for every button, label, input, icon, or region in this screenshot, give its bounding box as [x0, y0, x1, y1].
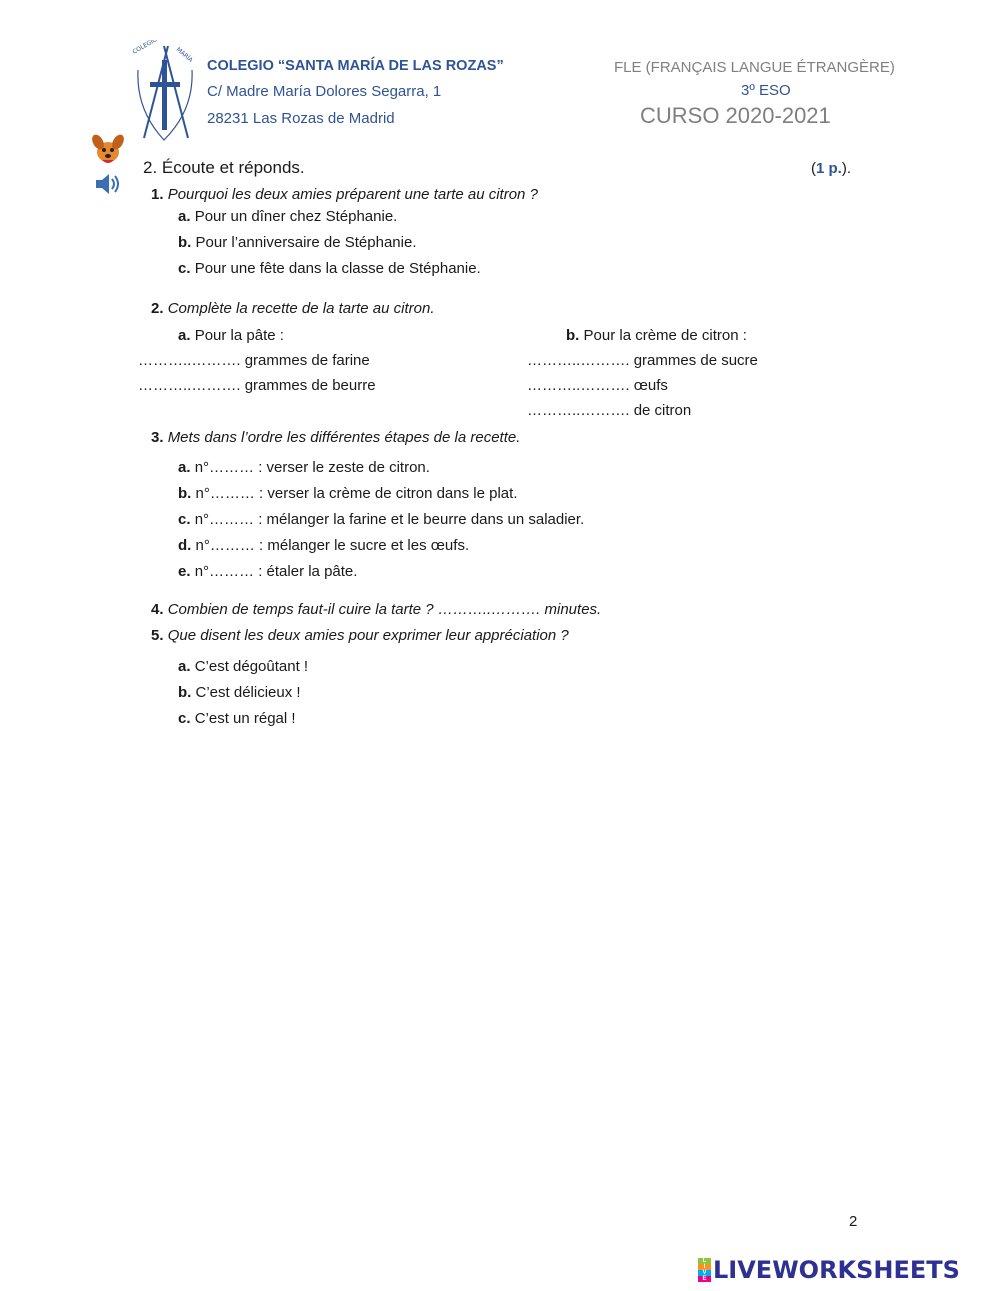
- q3-step-c-blank[interactable]: n°………: [194, 511, 255, 528]
- question-1: [151, 186, 538, 203]
- q3-step-c-letter: c.: [178, 511, 191, 528]
- q2-a-blank-2[interactable]: ………..……….: [138, 377, 241, 394]
- question-3-text: Mets dans l’ordre les différentes étapes de la recette.: [167, 429, 521, 446]
- exercise-title: [143, 158, 305, 178]
- q2-col-b-text: Pour la crème de citron :: [583, 327, 747, 344]
- q2-col-a-letter: a.: [178, 327, 191, 344]
- question-2: [151, 300, 435, 317]
- q2-a-item-2: grammes de beurre: [244, 377, 376, 394]
- q3-step-d-letter: d.: [178, 537, 192, 554]
- liveworksheets-logo[interactable]: [698, 1255, 960, 1285]
- q5-option-c[interactable]: [178, 710, 296, 727]
- q2-col-b-letter: b.: [566, 327, 580, 344]
- points-open: (: [811, 160, 816, 177]
- q2-b-blank-3[interactable]: ………..……….: [527, 402, 630, 419]
- q5-option-a-letter: a.: [178, 658, 191, 675]
- level-label: 3º ESO: [741, 82, 791, 99]
- badge-letter-e: E: [698, 1276, 711, 1282]
- q3-step-d-text: : mélanger le sucre et les œufs.: [259, 537, 470, 554]
- q1-option-c[interactable]: [178, 260, 481, 277]
- q4-blank[interactable]: ………..……….: [437, 601, 541, 618]
- question-4-text: Combien de temps faut-il cuire la tarte ?: [167, 601, 434, 618]
- q3-step-a-blank[interactable]: n°………: [194, 459, 255, 476]
- q3-step-e-blank[interactable]: n°………: [194, 563, 255, 580]
- svg-text:MARÍA: MARÍA: [174, 46, 195, 64]
- badge-letter-v: V: [698, 1270, 711, 1276]
- q3-step-e-text: : étaler la pâte.: [258, 563, 358, 580]
- school-address-line1: C/ Madre María Dolores Segarra, 1: [207, 83, 442, 100]
- exercise-points: [811, 160, 851, 177]
- q2-b-item-3: de citron: [633, 402, 692, 419]
- q5-option-b-text: C’est délicieux !: [195, 684, 301, 701]
- q3-step-b-text: : verser la crème de citron dans le plat.: [259, 485, 518, 502]
- dog-icon: [88, 128, 128, 168]
- q5-option-b[interactable]: [178, 684, 301, 701]
- q2-col-b-title: [566, 327, 747, 344]
- q2-col-a-title: [178, 327, 284, 344]
- q3-step-b-blank[interactable]: n°………: [195, 485, 255, 502]
- q3-step-b: [178, 485, 517, 502]
- q1-option-b-text: Pour l’anniversaire de Stéphanie.: [195, 234, 417, 251]
- q3-step-c-text: : mélanger la farine et le beurre dans un saladier.: [258, 511, 585, 528]
- question-3: [151, 429, 520, 446]
- question-1-number: 1.: [151, 186, 164, 203]
- q2-b-item-1: grammes de sucre: [633, 352, 758, 369]
- svg-text:COLEGIO: COLEGIO: [131, 40, 159, 56]
- q5-option-a[interactable]: [178, 658, 308, 675]
- points-value: 1 p.: [816, 160, 842, 177]
- q3-step-a-letter: a.: [178, 459, 191, 476]
- question-4: [151, 601, 601, 618]
- school-address-line2: 28231 Las Rozas de Madrid: [207, 110, 395, 127]
- q2-b-blank-2[interactable]: ………..……….: [527, 377, 630, 394]
- school-name: COLEGIO “SANTA MARÍA DE LAS ROZAS”: [207, 58, 504, 74]
- q2-a-blank-1[interactable]: ………..……….: [138, 352, 241, 369]
- q1-option-b[interactable]: [178, 234, 417, 251]
- q1-option-c-letter: c.: [178, 260, 191, 277]
- points-close: ).: [841, 160, 852, 177]
- exercise-title-text: Écoute et réponds.: [161, 158, 305, 177]
- question-5: [151, 627, 569, 644]
- q5-option-c-letter: c.: [178, 710, 191, 727]
- q2-b-blank-1[interactable]: ………..……….: [527, 352, 630, 369]
- q5-option-c-text: C’est un régal !: [194, 710, 296, 727]
- q3-step-d: [178, 537, 469, 554]
- q3-step-c: [178, 511, 584, 528]
- q2-b-row-2: [527, 377, 668, 394]
- q2-col-a-text: Pour la pâte :: [194, 327, 284, 344]
- question-5-number: 5.: [151, 627, 164, 644]
- school-logo: [128, 40, 204, 144]
- q5-option-b-letter: b.: [178, 684, 192, 701]
- q1-option-a-text: Pour un dîner chez Stéphanie.: [194, 208, 398, 225]
- q3-step-e: [178, 563, 357, 580]
- subject-title: FLE (FRANÇAIS LANGUE ÉTRANGÈRE): [614, 59, 895, 76]
- question-5-text: Que disent les deux amies pour exprimer leur appréciation ?: [167, 627, 569, 644]
- q1-option-b-letter: b.: [178, 234, 192, 251]
- liveworksheets-brand: LIVEWORKSHEETS: [713, 1256, 960, 1284]
- question-2-number: 2.: [151, 300, 164, 317]
- exercise-number: 2.: [143, 158, 158, 177]
- q4-unit: minutes.: [544, 601, 602, 618]
- q2-a-item-1: grammes de farine: [244, 352, 370, 369]
- liveworksheets-badge: [698, 1258, 711, 1282]
- q2-a-row-2: [138, 377, 376, 394]
- q5-option-a-text: C’est dégoûtant !: [194, 658, 309, 675]
- q1-option-a[interactable]: [178, 208, 397, 225]
- q3-step-b-letter: b.: [178, 485, 192, 502]
- page-number: 2: [849, 1213, 858, 1230]
- question-2-text: Complète la recette de la tarte au citron.: [167, 300, 435, 317]
- q2-b-row-1: [527, 352, 758, 369]
- q1-option-c-text: Pour une fête dans la classe de Stéphanie.: [194, 260, 481, 277]
- question-4-number: 4.: [151, 601, 164, 618]
- badge-letter-i: I: [698, 1264, 711, 1270]
- school-logo-image: [128, 40, 204, 144]
- question-1-text: Pourquoi les deux amies préparent une tarte au citron ?: [167, 186, 538, 203]
- q3-step-e-letter: e.: [178, 563, 191, 580]
- badge-letter-l: L: [698, 1258, 711, 1264]
- q1-option-a-letter: a.: [178, 208, 191, 225]
- q2-b-item-2: œufs: [633, 377, 668, 394]
- speaker-icon[interactable]: [92, 168, 124, 200]
- course-label: CURSO 2020-2021: [640, 103, 831, 128]
- q3-step-d-blank[interactable]: n°………: [195, 537, 255, 554]
- q2-a-row-1: [138, 352, 370, 369]
- q3-step-a-text: : verser le zeste de citron.: [258, 459, 430, 476]
- question-3-number: 3.: [151, 429, 164, 446]
- q2-b-row-3: [527, 402, 691, 419]
- q3-step-a: [178, 459, 430, 476]
